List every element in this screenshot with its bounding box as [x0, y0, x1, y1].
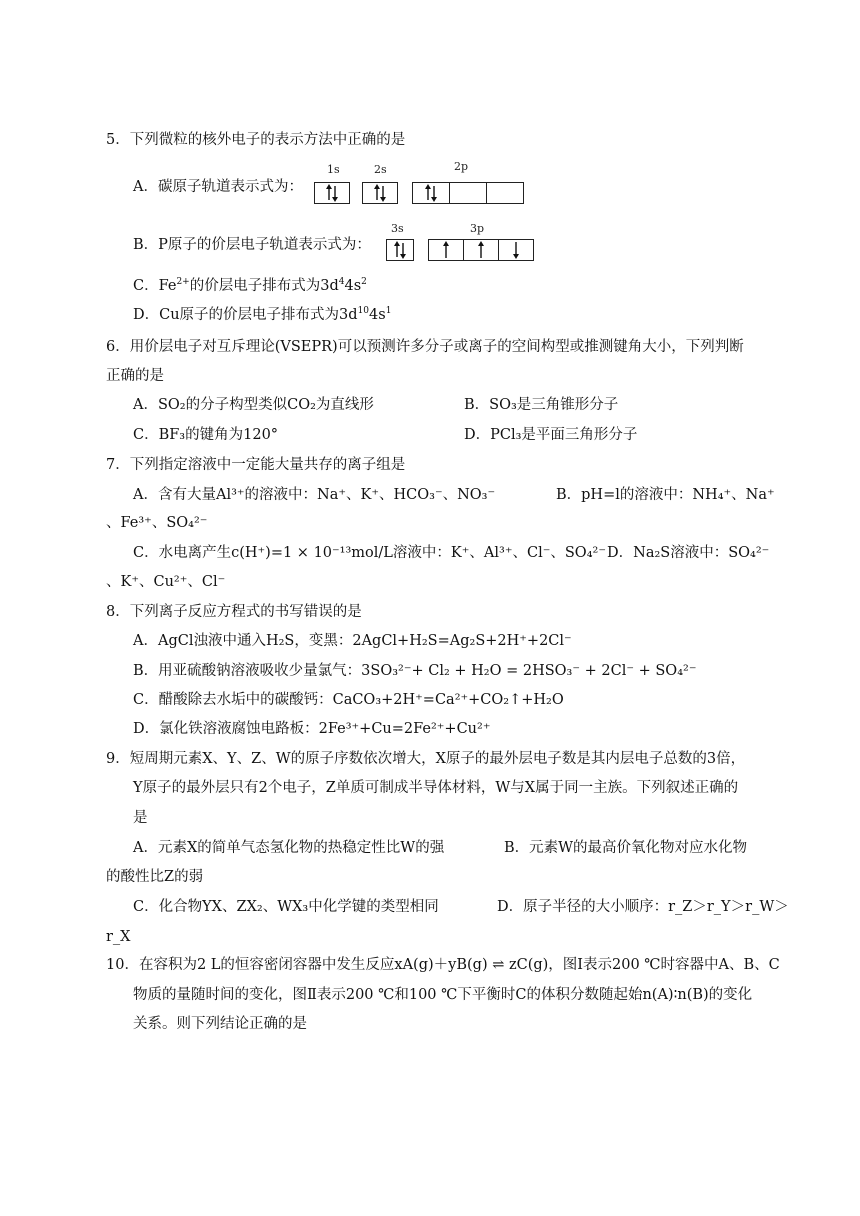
q6-option-d: D．PCl₃是平面三角形分子	[464, 427, 638, 443]
q5-option-d: D．Cu原子的价层电子排布式为$3d^{10}4s^1$	[133, 306, 392, 323]
q7-option-b-continued: 、Fe³⁺、SO₄²⁻	[106, 515, 208, 531]
q10-stem-line1: 10．在容积为2 L的恒容密闭容器中发生反应xA(g)＋yB(g) ⇌ zC(g)，图Ⅰ表示200 ℃时容器中A、B、C	[106, 957, 780, 973]
q7-option-d: D．Na₂S溶液中：SO₄²⁻	[607, 545, 770, 561]
orbital-box-3p	[428, 239, 534, 261]
q6-stem-line1: 6．用价层电子对互斥理论(VSEPR)可以预测许多分子或离子的空间构型或推测键角大小，下列判断	[106, 339, 744, 355]
empty-orbital	[487, 183, 523, 203]
orbital-box-2p	[412, 182, 524, 204]
q8-option-a: A．AgCl浊液中通入H₂S，变黑：2AgCl+H₂S=Ag₂S+2H⁺+2Cl⁻	[133, 633, 572, 649]
orbital-box-2s	[362, 182, 398, 204]
q9-stem-line1: 9．短周期元素X、Y、Z、W的原子序数依次增大，X原子的最外层电子数是其内层电子总数的3倍，	[106, 751, 746, 767]
orbital-label-1s: 1s	[327, 163, 340, 176]
q10-stem-line2: 物质的量随时间的变化，图Ⅱ表示200 ℃和100 ℃下平衡时C的体积分数随起始n(A)∶n(B)的变化	[133, 987, 753, 1003]
orbital-label-2p: 2p	[454, 160, 469, 173]
paired-arrows-icon	[387, 240, 413, 260]
q5-option-b: B．P原子的价层电子轨道表示式为：	[133, 237, 371, 253]
q7-option-c: C．水电离产生c(H⁺)=1 × 10⁻¹³mol/L溶液中：K⁺、Al³⁺、Cl⁻、SO₄²⁻	[133, 545, 606, 561]
q9-option-a: A．元素X的简单气态氢化物的热稳定性比W的强	[133, 840, 445, 856]
q7-option-b: B．pH=l的溶液中：NH₄⁺、Na⁺	[556, 487, 775, 503]
q9-stem-line3: 是	[133, 810, 148, 826]
q7-stem: 7．下列指定溶液中一定能大量共存的离子组是	[106, 457, 406, 473]
q8-option-d: D．氯化铁溶液腐蚀电路板：2Fe³⁺+Cu=2Fe²⁺+Cu²⁺	[133, 721, 491, 737]
empty-orbital	[450, 183, 487, 203]
q6-stem-line2: 正确的是	[106, 368, 164, 384]
q9-option-c: C．化合物YX、ZX₂、WX₃中化学键的类型相同	[133, 899, 439, 915]
up-arrow-icon	[429, 240, 464, 260]
orbital-box-3s	[386, 239, 414, 261]
orbital-box-1s	[314, 182, 350, 204]
orbital-label-3s: 3s	[391, 222, 404, 235]
q8-option-c: C．醋酸除去水垢中的碳酸钙：CaCO₃+2H⁺=Ca²⁺+CO₂↑+H₂O	[133, 692, 564, 708]
q7-option-d-continued: 、K⁺、Cu²⁺、Cl⁻	[106, 574, 226, 590]
down-arrow-icon	[499, 240, 533, 260]
q9-option-b-continued: 的酸性比Z的弱	[106, 869, 204, 885]
q6-option-b: B．SO₃是三角锥形分子	[464, 397, 619, 413]
q5-stem: 5．下列微粒的核外电子的表示方法中正确的是	[106, 132, 406, 148]
paired-arrows-icon	[363, 183, 397, 203]
q7-option-a: A．含有大量Al³⁺的溶液中：Na⁺、K⁺、HCO₃⁻、NO₃⁻	[133, 487, 496, 503]
q9-stem-line2: Y原子的最外层只有2个电子，Z单质可制成半导体材料，W与X属于同一主族。下列叙述正确的	[133, 780, 739, 796]
paired-arrows-icon	[413, 183, 450, 203]
q6-option-c: C．BF₃的键角为120°	[133, 427, 279, 443]
q9-option-d: D．原子半径的大小顺序：r_Z＞r_Y＞r_W＞	[497, 899, 789, 915]
q5-option-c: C．$Fe^{2+}$的价层电子排布式为$3d^44s^2$	[133, 277, 367, 294]
paired-arrows-icon	[315, 183, 349, 203]
orbital-label-3p: 3p	[470, 222, 485, 235]
q10-stem-line3: 关系。则下列结论正确的是	[133, 1016, 307, 1032]
q8-option-b: B．用亚硫酸钠溶液吸收少量氯气：3SO₃²⁻+ Cl₂ + H₂O = 2HSO₃⁻ + 2Cl⁻ + SO₄²⁻	[133, 663, 697, 679]
q9-option-d-continued: r_X	[106, 929, 131, 945]
q9-option-b: B．元素W的最高价氧化物对应水化物	[504, 840, 748, 856]
orbital-label-2s: 2s	[374, 163, 387, 176]
q8-stem: 8．下列离子反应方程式的书写错误的是	[106, 604, 362, 620]
q5-option-a: A．碳原子轨道表示式为：	[133, 179, 303, 195]
q6-option-a: A．SO₂的分子构型类似CO₂为直线形	[133, 397, 374, 413]
up-arrow-icon	[464, 240, 499, 260]
